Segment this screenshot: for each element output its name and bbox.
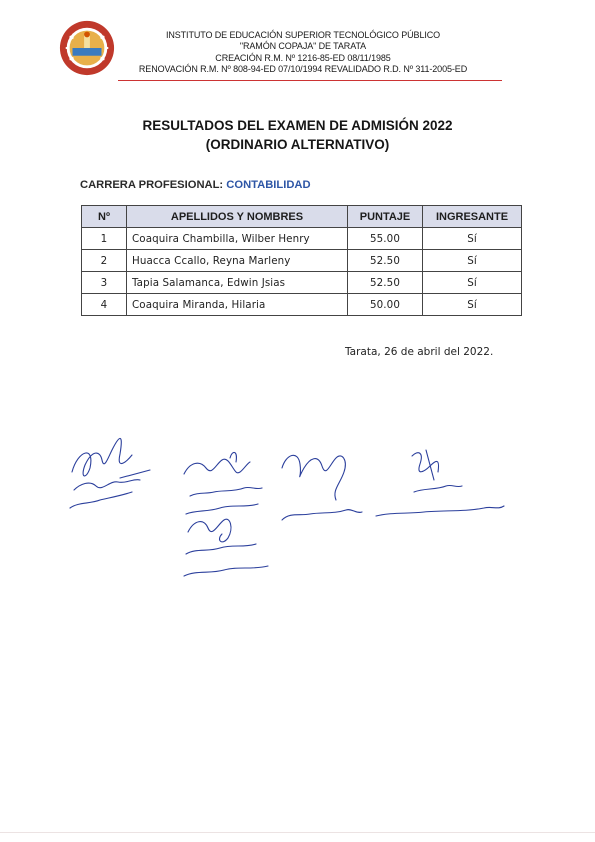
- header-line-3: CREACIÓN R.M. Nº 1216-85-ED 08/11/1985: [215, 52, 391, 63]
- signature-2: [184, 452, 262, 514]
- table-header-row: [82, 206, 522, 228]
- cell-score: 50.00: [348, 294, 423, 316]
- cell-number: 2: [82, 250, 127, 272]
- signatures-area: [0, 420, 595, 600]
- col-name-header: APELLIDOS Y NOMBRES: [127, 206, 348, 228]
- title-line-1: RESULTADOS DEL EXAMEN DE ADMISIÓN 2022: [142, 118, 453, 133]
- table-row: [82, 250, 522, 272]
- institution-header: [118, 30, 488, 75]
- document-date: Tarata, 26 de abril del 2022.: [345, 346, 494, 358]
- document-title: [0, 116, 595, 154]
- cell-score: 55.00: [348, 228, 423, 250]
- header-line-2: "RAMÓN COPAJA" DE TARATA: [239, 41, 367, 52]
- signature-1: [70, 438, 150, 508]
- cell-score: 52.50: [348, 272, 423, 294]
- cell-name: Coaquira Chambilla, Wilber Henry: [127, 228, 348, 250]
- cell-admitted: Sí: [423, 272, 522, 294]
- header-line-1: INSTITUTO DE EDUCACIÓN SUPERIOR TECNOLÓGICO PÚBLICO: [165, 30, 441, 40]
- col-score-header: PUNTAJE: [348, 206, 423, 228]
- header-line-4: RENOVACIÓN R.M. Nº 808-94-ED 07/10/1994 REVALIDADO R.D. Nº 311-2005-ED: [138, 63, 468, 74]
- header-divider: [118, 80, 502, 81]
- cell-admitted: Sí: [423, 294, 522, 316]
- career-line: [80, 179, 311, 191]
- results-table: [81, 205, 522, 316]
- cell-name: Coaquira Miranda, Hilaria: [127, 294, 348, 316]
- cell-score: 52.50: [348, 250, 423, 272]
- table-row: [82, 272, 522, 294]
- col-admitted-header: INGRESANTE: [423, 206, 522, 228]
- title-line-2: (ORDINARIO ALTERNATIVO): [205, 137, 390, 152]
- table-row: [82, 294, 522, 316]
- cell-admitted: Sí: [423, 250, 522, 272]
- signature-5: [184, 519, 268, 576]
- footer-divider: [0, 832, 595, 833]
- signature-3: [282, 455, 362, 520]
- cell-number: 1: [82, 228, 127, 250]
- institute-logo: [58, 19, 116, 77]
- career-label: CARRERA PROFESIONAL:: [80, 179, 224, 191]
- cell-number: 4: [82, 294, 127, 316]
- cell-name: Huacca Ccallo, Reyna Marleny: [127, 250, 348, 272]
- career-value: CONTABILIDAD: [226, 179, 311, 191]
- cell-admitted: Sí: [423, 228, 522, 250]
- cell-number: 3: [82, 272, 127, 294]
- signature-4: [376, 450, 504, 516]
- col-number-header: Nº: [82, 206, 127, 228]
- cell-name: Tapia Salamanca, Edwin Jsias: [127, 272, 348, 294]
- table-row: [82, 228, 522, 250]
